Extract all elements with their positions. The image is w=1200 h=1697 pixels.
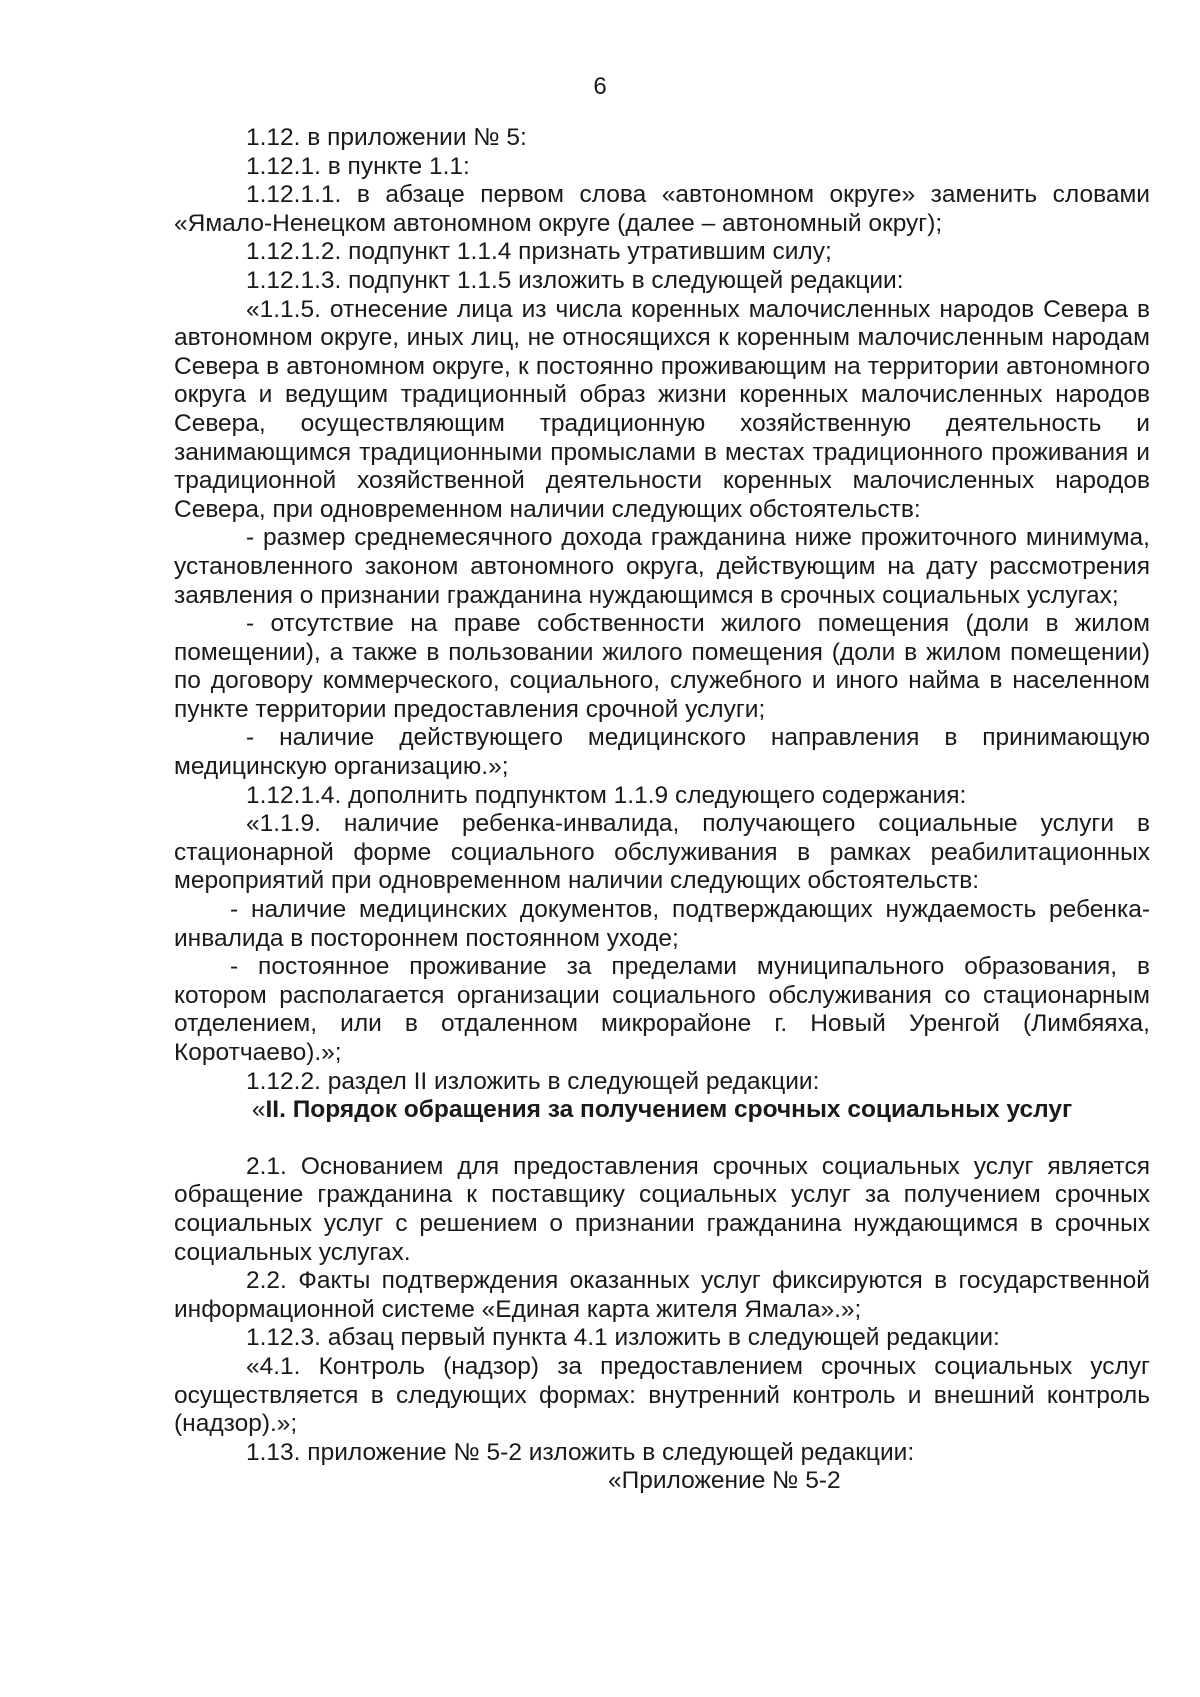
paragraphs-after (174, 1153, 1150, 1468)
paragraph-p8: - отсутствие на праве собственности жилого помещения (доли в жилом помещении), а также в пользовании жилого помещения (доли в жилом помещении) по договору коммерческого, социального, служебного и иного найма в населенном пункте территории предоставления срочной услуги; (174, 610, 1150, 723)
paragraph-p15: 2.1. Основанием для предоставления срочных социальных услуг является обращение гражданина к поставщику социальных услуг за получением срочных социальных услуг с решением о признании гражданина нуждающимся в срочных социальных услугах. (174, 1152, 1150, 1266)
paragraph-p14: 1.12.2. раздел II изложить в следующей редакции: (246, 1067, 820, 1095)
paragraph-p11: «1.1.9. наличие ребенка-инвалида, получающего социальные услуги в стационарной форме социального обслуживания в рамках реабилитационных мероприятий при одновременном наличии следующих обстоятельств: (174, 810, 1150, 895)
heading-text: II. Порядок обращения за получением срочных социальных услуг (265, 1096, 1073, 1124)
appendix-label: «Приложение № 5-2 (608, 1467, 841, 1495)
paragraph-p7: - размер среднемесячного дохода гражданина ниже прожиточного минимума, установленного законом автономного округа, действующим на дату рассмотрения заявления о признании гражданина нуждающимся в срочных социальных услугах; (174, 524, 1150, 609)
paragraph-p12: - наличие медицинских документов, подтверждающих нуждаемость ребенка-инвалида в постороннем постоянном уходе; (174, 896, 1150, 952)
section-heading (174, 1096, 1150, 1125)
paragraph-p17: 1.12.3. абзац первый пункта 4.1 изложить в следующей редакции: (246, 1324, 1000, 1352)
heading-open-quote: « (251, 1096, 266, 1124)
paragraphs-before (174, 124, 1150, 1096)
paragraph-p18: «4.1. Контроль (надзор) за предоставлением срочных социальных услуг осуществляется в следующих формах: внутренний контроль и внешний контроль (надзор).»; (174, 1352, 1150, 1438)
paragraph-p5: 1.12.1.3. подпункт 1.1.5 изложить в следующей редакции: (246, 266, 904, 294)
paragraph-p3: 1.12.1.1. в абзаце первом слова «автономном округе» заменить словами «Ямало-Ненецком автономном округе (далее – автономный округ); (174, 181, 1150, 237)
paragraph-p9: - наличие действующего медицинского направления в принимающую медицинскую организацию.»; (174, 724, 1150, 781)
page-number: 6 (593, 73, 607, 100)
paragraph-p10: 1.12.1.4. дополнить подпунктом 1.1.9 следующего содержания: (246, 781, 967, 809)
paragraph-p13: - постоянное проживание за пределами муниципального образования, в котором располагается организации социального обслуживания со стационарным отделением, или в отдаленном микрорайоне г. Новый Уренгой (Лимбяяха, Коротчаево).»; (174, 953, 1150, 1066)
document-body (174, 124, 1150, 1496)
paragraph-p19: 1.13. приложение № 5-2 изложить в следующей редакции: (246, 1438, 915, 1466)
paragraph-p4: 1.12.1.2. подпункт 1.1.4 признать утратившим силу; (246, 238, 832, 266)
paragraph-p2: 1.12.1. в пункте 1.1: (246, 152, 470, 180)
paragraph-p16: 2.2. Факты подтверждения оказанных услуг фиксируются в государственной информационной системе «Единая карта жителя Ямала».»; (174, 1267, 1150, 1323)
paragraph-p1: 1.12. в приложении № 5: (246, 124, 527, 151)
paragraph-p6: «1.1.5. отнесение лица из числа коренных малочисленных народов Севера в автономном округе, иных лиц, не относящихся к коренным малочисленным народам Севера в автономном округе, к постоянно проживающим на территории автономного округа и ведущим традиционный образ жизни коренных малочисленных народов Севера, осуществляющим традиционную хозяйственную деятельность и занимающимся традиционными промыслами в местах традиционного проживания и традиционной хозяйственной деятельности коренных малочисленных народов Севера, при одновременном наличии следующих обстоятельств: (174, 295, 1150, 523)
